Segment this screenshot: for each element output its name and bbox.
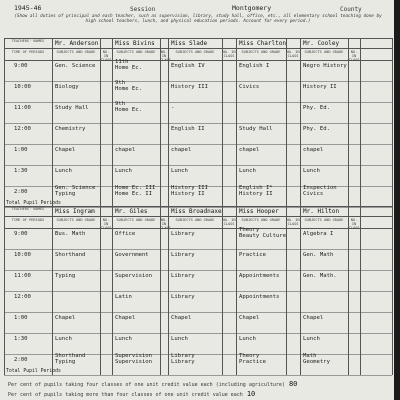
column-rule [392,206,393,375]
subjects-grade-label: SUBJECTS AND GRADE [175,50,215,54]
teacher-name: Mr. Hilton [303,208,340,215]
schedule-cell: English II [171,126,205,132]
table-rule [4,38,392,39]
no-in-class-label: NO. IN CLASS [286,218,300,226]
table-rule [4,48,392,49]
column-rule [236,38,237,207]
schedule-cell: Shorthand [55,353,86,359]
schedule-cell: Chapel [55,147,76,153]
schedule-cell: Library [171,294,195,300]
schedule-cell: Chemistry [55,126,86,132]
column-rule [286,206,287,375]
subjects-grade-label: SUBJECTS AND GRADE [304,218,344,222]
schedule-cell: Gen. Math [303,252,334,258]
table-rule [4,206,392,207]
subjects-grade-label: SUBJECTS AND GRADE [116,50,156,54]
schedule-cell: Lunch [55,336,72,342]
schedule-cell: Appointments [239,294,280,300]
column-rule [236,206,237,375]
no-in-class-label: NO. IN CLASS [348,218,360,230]
column-rule [168,38,169,207]
schedule-cell: Geometry [303,359,330,365]
schedule-cell: Home Ec. [115,86,142,92]
column-rule [360,38,361,207]
schedule-cell: Library [171,359,195,365]
schedule-cell: Latin [115,294,132,300]
schedule-cell: Chapel [115,315,136,321]
schedule-cell: Lunch [171,336,188,342]
schedule-cell: Home Ec. [115,107,142,113]
schedule-cell: Home Ec. [115,65,142,71]
column-rule [100,206,101,375]
schedule-cell: English I* [239,185,273,191]
row-rule [4,333,392,334]
schedule-cell: Lunch [171,168,188,174]
row-rule [4,291,392,292]
schedule-cell: History III [171,84,209,90]
schedule-cell: Typing [55,273,76,279]
schedule-cell: Office [115,231,136,237]
schedule-cell: Inspection [303,185,337,191]
subjects-grade-label: SUBJECTS AND GRADE [116,218,156,222]
schedule-cell: 11th [115,59,129,65]
no-in-class-label: NO. IN CLASS [160,50,171,62]
column-rule [112,206,113,375]
schedule-cell: Civics [239,84,260,90]
schedule-cell: Supervision [115,273,153,279]
teachers-names-label: TEACHERS' NAMES [11,39,45,43]
schedule-cell: Bus. Math [55,231,86,237]
subjects-grade-label: SUBJECTS AND GRADE [241,50,281,54]
schedule-cell: History III [171,185,209,191]
county-field: Montgomery [232,4,272,12]
total-periods-label: Total Pupil Periods [6,201,61,206]
no-in-class-label: NO. IN CLASS [160,218,171,230]
schedule-cell: Phy. Ed. [303,126,330,132]
schedule-cell: Theory [239,353,260,359]
schedule-cell: Lunch [55,168,72,174]
teacher-name: Miss Broadnaxe [171,208,222,215]
schedule-cell: Math [303,353,317,359]
teacher-name: Miss Hooper [239,208,279,215]
column-rule [4,38,5,207]
schedule-cell: Lunch [115,336,132,342]
schedule-cell: Chapel [239,315,260,321]
row-rule [4,249,392,250]
table-rule [4,60,392,61]
schedule-cell: Practice [239,252,266,258]
teacher-name: Miss Ingram [55,208,95,215]
no-in-class-label: NO. IN CLASS [222,218,236,226]
schedule-cell: 9th [115,80,126,86]
schedule-cell: chapel [115,147,136,153]
schedule-cell: Lunch [303,336,320,342]
schedule-cell: Biology [55,84,79,90]
footer-line-2: Per cent of pupils taking more than four classes of one unit credit value each 10 [8,390,256,398]
teacher-name: Miss Bivins [115,40,155,47]
no-in-class-label: NO. IN CLASS [100,50,112,62]
county-label: County [340,6,362,13]
period-time: 12:00 [14,126,31,132]
period-time: 10:00 [14,252,31,258]
schedule-cell: Appointments [239,273,280,279]
column-rule [348,206,349,375]
schedule-cell: Home Ec. III [115,185,156,191]
total-periods-label: Total Pupil Periods [6,369,61,374]
teacher-name: Mr. Cooley [303,40,340,47]
period-time: 2:00 [14,189,28,195]
schedule-cell: Typing [55,359,76,365]
schedule-cell: Supervision [115,359,153,365]
column-rule [160,206,161,375]
table-rule [4,228,392,229]
column-rule [300,206,301,375]
row-rule [4,102,392,103]
period-time: 11:00 [14,273,31,279]
schedule-cell: Study Hall [239,126,273,132]
schedule-cell: Supervision [115,353,153,359]
column-rule [222,38,223,207]
schedule-cell: Library [171,231,195,237]
table-rule [4,216,392,217]
teachers-names-label: TEACHERS' NAMES [11,207,45,211]
schedule-cell: Lunch [239,336,256,342]
column-rule [360,206,361,375]
subjects-grade-label: SUBJECTS AND GRADE [241,218,281,222]
subjects-grade-label: SUBJECTS AND GRADE [304,50,344,54]
schedule-cell: Phy. Ed. [303,105,330,111]
schedule-cell: Study Hall [55,105,89,111]
schedule-cell: Beauty Culture [239,233,287,239]
footer-value-1: 80 [288,380,298,388]
period-time: 1:30 [14,336,28,342]
row-rule [4,165,392,166]
schedule-cell: Lunch [115,168,132,174]
period-time: 1:30 [14,168,28,174]
teacher-name: Mr. Giles [115,208,148,215]
time-of-periods-label: TIME OF PERIODS [11,50,45,54]
schedule-cell: Government [115,252,149,258]
schedule-cell: English I [239,63,270,69]
column-rule [222,206,223,375]
row-rule [4,144,392,145]
no-in-class-label: NO. IN CLASS [100,218,112,230]
column-rule [392,38,393,207]
scan-edge [394,0,400,400]
schedule-cell: Typing [55,191,76,197]
column-rule [160,38,161,207]
period-time: 11:00 [14,105,31,111]
row-rule [4,81,392,82]
subjects-grade-label: SUBJECTS AND GRADE [56,50,96,54]
row-rule [4,312,392,313]
schedule-cell: Gen. Science [55,185,96,191]
schedule-cell: Library [171,252,195,258]
schedule-cell: English IV [171,63,205,69]
schedule-cell: History II [171,191,205,197]
row-rule [4,375,392,376]
schedule-cell: History II [239,191,273,197]
schedule-cell: Negro History [303,63,347,69]
schedule-cell: Library [171,353,195,359]
time-of-periods-label: TIME OF PERIODS [11,218,45,222]
period-time: 1:00 [14,315,28,321]
column-rule [168,206,169,375]
footer-line-1: Per cent of pupils taking four classes of one unit credit value each (including agriculture) 80 [8,380,298,388]
teacher-name: Miss Charlton [239,40,286,47]
schedule-cell: Practice [239,359,266,365]
schedule-cell: Chapel [171,315,192,321]
schedule-cell: Home Ec. II [115,191,153,197]
schedule-cell: Library [171,273,195,279]
schedule-cell: - [171,105,175,111]
column-rule [286,38,287,207]
column-rule [52,206,53,375]
schedule-cell: 9th [115,101,126,107]
schedule-cell: chapel [171,147,192,153]
schedule-cell: Lunch [239,168,256,174]
schedule-cell: Algebra I [303,231,334,237]
column-rule [348,38,349,207]
schedule-cell: Chapel [303,315,324,321]
instructions: (Show all duties of principal and each teacher, such as supervision, library, study hall, office, etc., all elementary school teaching done by high school teachers, lunch, and physical education periods. Account for every period.) [14,14,382,24]
no-in-class-label: NO. IN CLASS [348,50,360,62]
column-rule [300,38,301,207]
no-in-class-label: NO. IN CLASS [286,50,300,58]
period-time: 9:00 [14,231,28,237]
subjects-grade-label: SUBJECTS AND GRADE [56,218,96,222]
schedule-cell: Lunch [303,168,320,174]
period-time: 12:00 [14,294,31,300]
footer-value-2: 10 [246,390,256,398]
schedule-cell: Gen. Science [55,63,96,69]
period-time: 2:00 [14,357,28,363]
schedule-cell: Civics [303,191,324,197]
session-label: Session [130,6,156,13]
no-in-class-label: NO. IN CLASS [222,50,236,58]
teacher-name: Miss Slade [171,40,208,47]
schedule-cell: Chapel [55,315,76,321]
row-rule [4,123,392,124]
row-rule [4,270,392,271]
schedule-cell: Gen. Math. [303,273,337,279]
column-rule [4,206,5,375]
schedule-cell: Theory [239,227,260,233]
schedule-cell: Shorthand [55,252,86,258]
year-field: 1945-46 [14,4,42,12]
column-rule [100,38,101,207]
period-time: 9:00 [14,63,28,69]
teacher-name: Mr. Anderson [55,40,99,47]
column-rule [112,38,113,207]
schedule-cell: chapel [239,147,260,153]
column-rule [52,38,53,207]
subjects-grade-label: SUBJECTS AND GRADE [175,218,215,222]
period-time: 1:00 [14,147,28,153]
schedule-cell: History II [303,84,337,90]
period-time: 10:00 [14,84,31,90]
schedule-cell: chapel [303,147,324,153]
